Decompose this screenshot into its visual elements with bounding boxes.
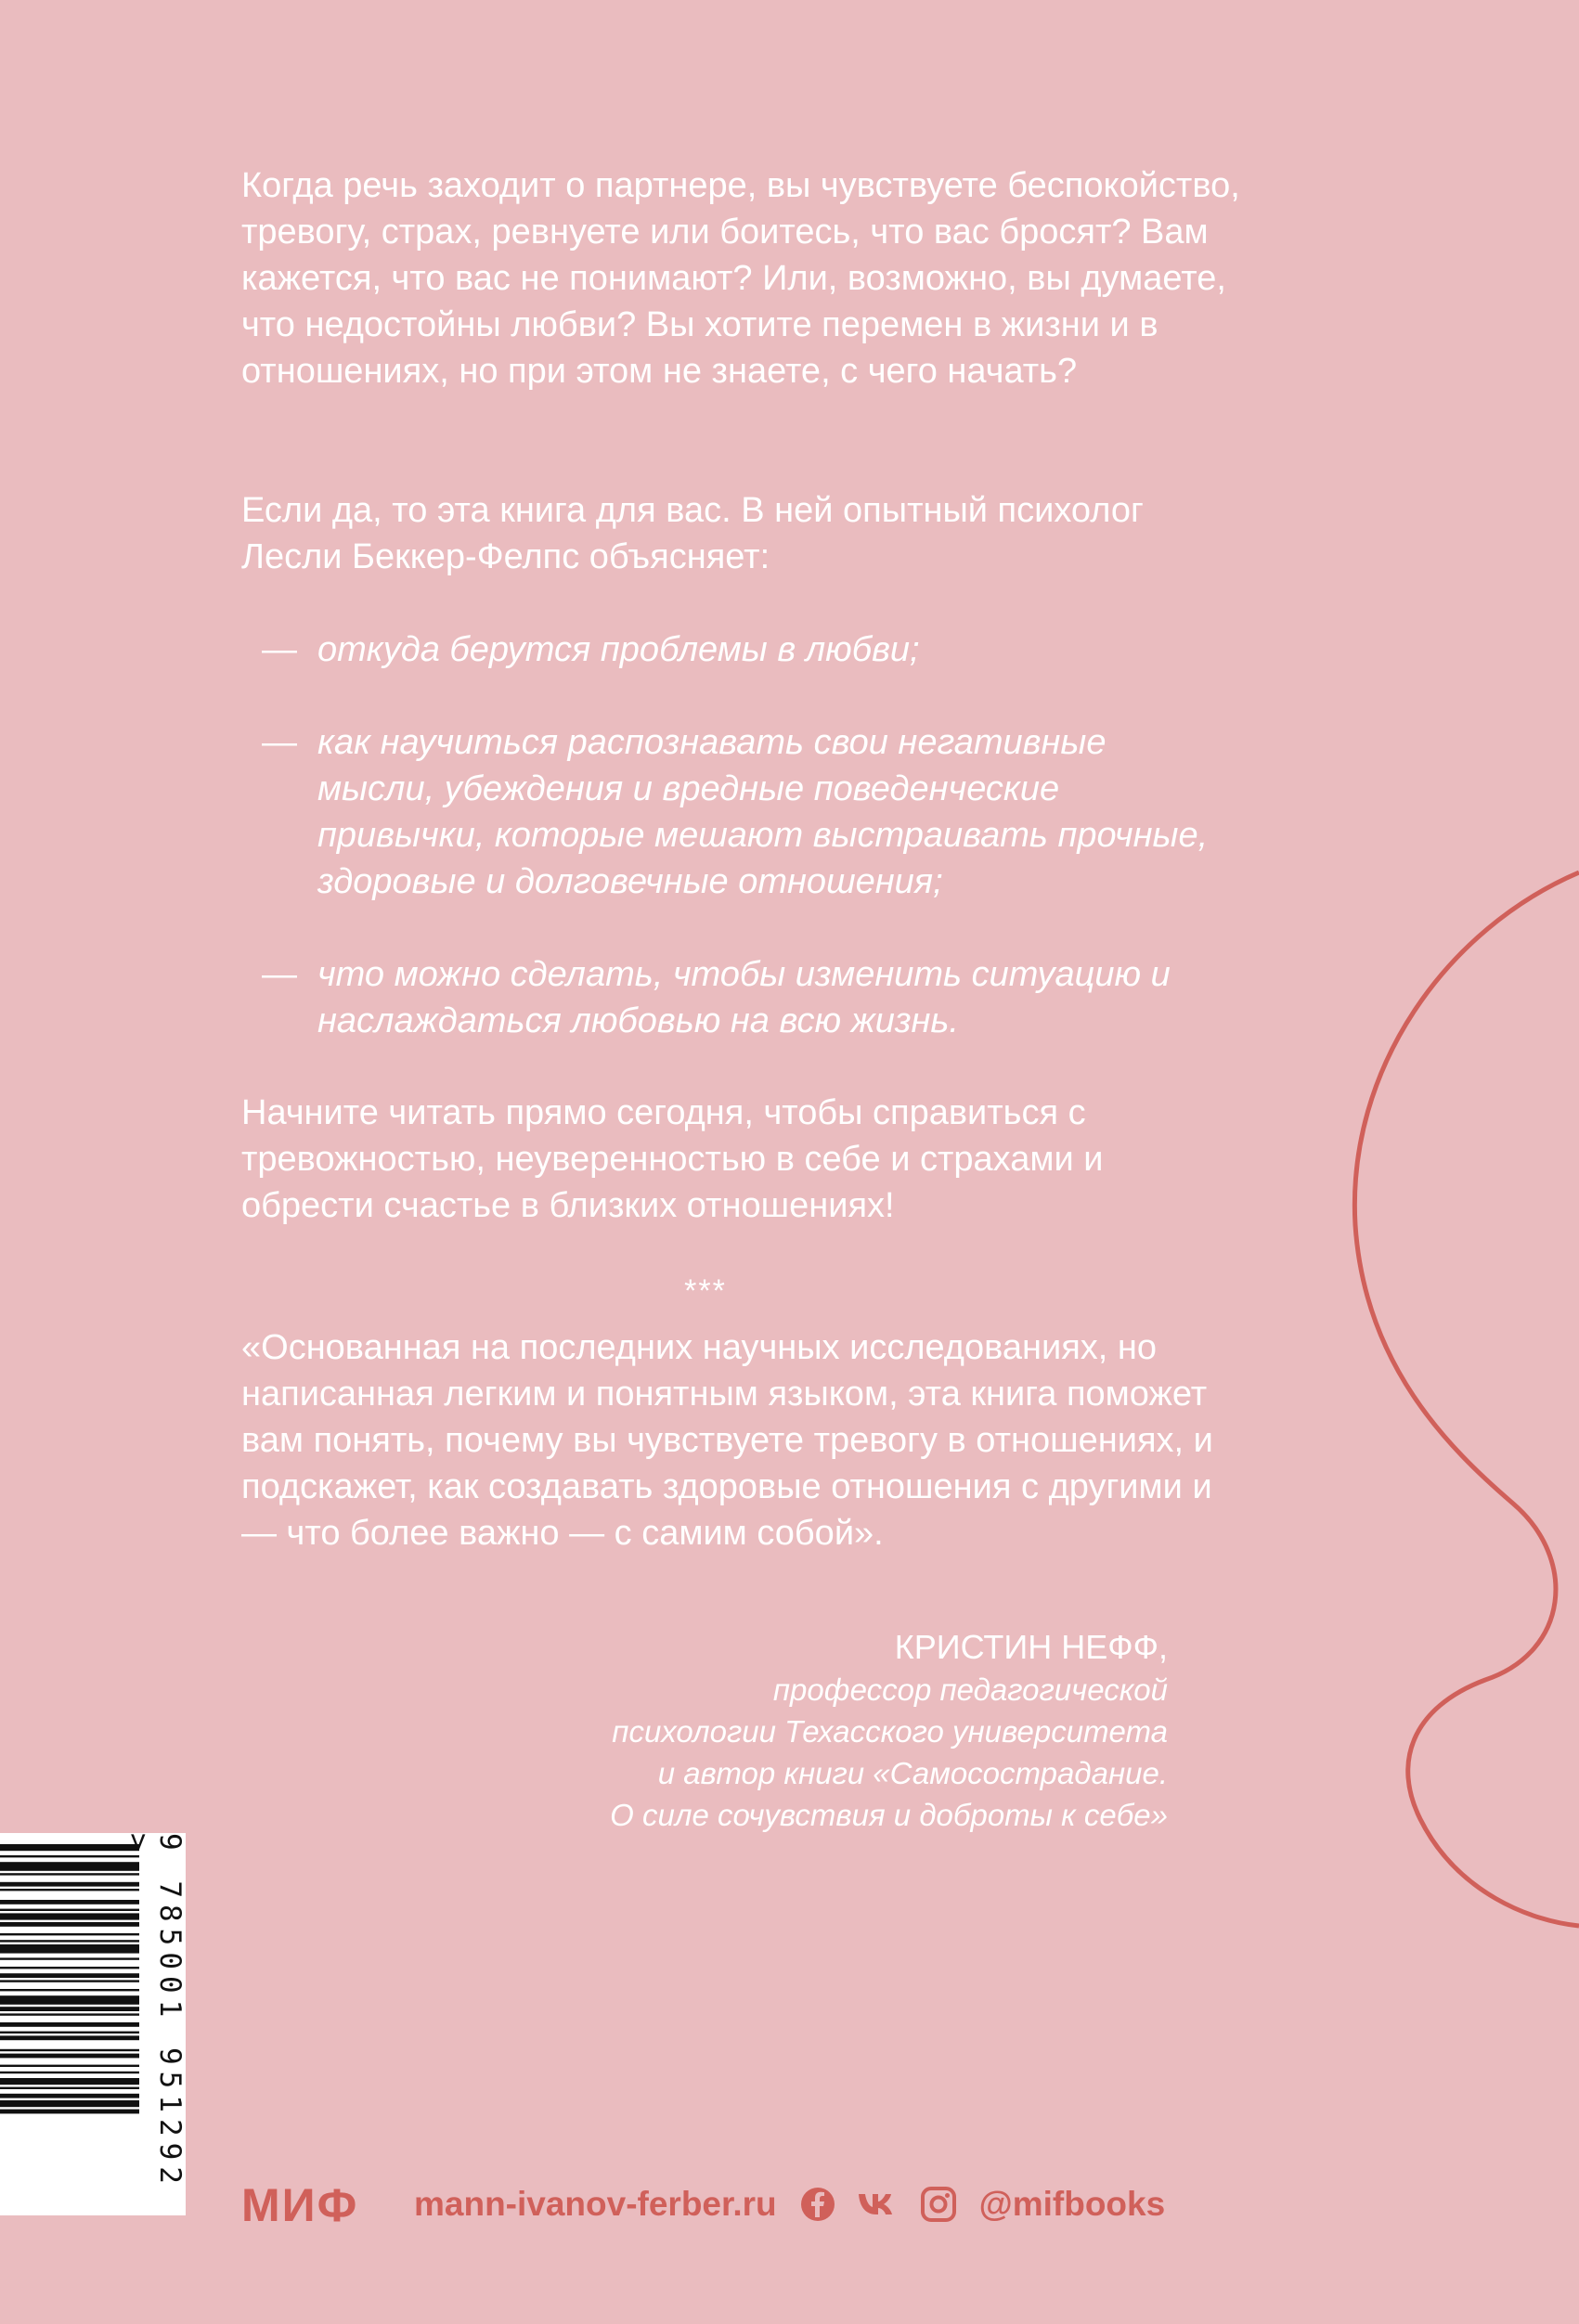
barcode-bar <box>0 2094 139 2098</box>
attribution-credit-line: и автор книги «Самосострадание. <box>657 1756 1168 1790</box>
barcode-bar <box>0 1989 139 1991</box>
barcode-bar <box>0 2035 139 2040</box>
barcode-bar <box>0 1995 139 2005</box>
barcode-bar <box>0 1944 139 1954</box>
barcode-bar <box>0 1882 139 1887</box>
barcode-bar <box>0 1855 139 1857</box>
barcode-bar <box>0 2078 139 2085</box>
barcode-bar <box>0 1940 139 1942</box>
barcode-bar <box>0 1889 139 1891</box>
barcode-bar <box>0 2007 139 2011</box>
list-item <box>241 626 1225 673</box>
barcode-digits: 9 785001 951292 > <box>122 1833 187 2190</box>
barcode-bar <box>0 2072 139 2073</box>
barcode-bar <box>0 1933 139 1935</box>
section-separator: *** <box>684 1273 727 1309</box>
attribution-credit-line: профессор педагогической <box>772 1672 1168 1707</box>
bullet-dash: — <box>262 630 297 669</box>
barcode-bar <box>0 1862 139 1871</box>
claim-text: Если да, то эта книга для вас. В ней опытный психолог Лесли Беккер-Фелпс объясняет: <box>241 491 1144 576</box>
bullet-list <box>241 626 1225 1091</box>
barcode-bar <box>0 2022 139 2027</box>
intro-text: Когда речь заходит о партнере, вы чувствуете беспокойство, тревогу, страх, ревнуете или боитесь, что вас бросят? Вам кажется, что вас не понимают? Или, возможно, вы думаете, что недостойны любви? Вы хотите перемен в жизни и в отношениях, но при этом не знаете, с чего начать? <box>241 166 1240 391</box>
website-link[interactable]: mann-ivanov-ferber.ru <box>414 2185 777 2223</box>
vk-icon[interactable] <box>857 2190 900 2218</box>
barcode-bar <box>0 1957 139 1959</box>
social-icons <box>799 2186 957 2223</box>
barcode-bar <box>0 2013 139 2015</box>
barcode-bar <box>0 1973 139 1978</box>
closing-paragraph <box>241 1090 1244 1229</box>
blurb-quote <box>241 1324 1244 1556</box>
barcode-bar <box>0 2032 139 2034</box>
bullet-dash: — <box>262 955 297 994</box>
list-item <box>241 719 1225 905</box>
quote-text: «Основанная на последних научных исследованиях, но написанная легким и понятным языком, эта книга поможет вам понять, почему вы чувствуете тревогу в отношениях, и подскажет, как создавать здоровые отношения с другими и — что более важно — с самим собой». <box>241 1328 1213 1553</box>
barcode-bar <box>0 1873 139 1875</box>
barcode-bar <box>0 2054 139 2059</box>
barcode-bar <box>0 1909 139 1911</box>
attribution-name: КРИСТИН НЕФФ, <box>894 1628 1168 1666</box>
publisher-footer <box>241 2172 1165 2237</box>
bullet-text: как научиться распознавать свои негативные мысли, убеждения и вредные поведенческие привычки, которые мешают выстраивать прочные, здоровые и долговечные отношения; <box>317 723 1209 901</box>
closing-text: Начните читать прямо сегодня, чтобы справиться с тревожностью, неуверенностью в себе и страхами и обрести счастье в близких отношениях! <box>241 1093 1104 1225</box>
curve-path <box>1354 872 1579 1926</box>
instagram-icon[interactable] <box>920 2186 957 2223</box>
quote-attribution <box>610 1626 1168 1836</box>
barcode-bar <box>0 1967 139 1969</box>
barcode-bar <box>0 2100 139 2107</box>
claim-paragraph <box>241 487 1244 580</box>
barcode-bar <box>0 1900 139 1904</box>
publisher-logo <box>241 2178 388 2230</box>
attribution-credit-line: О силе сочувствия и доброты к себе» <box>610 1798 1168 1832</box>
intro-paragraph <box>241 162 1244 394</box>
barcode-bar <box>0 2065 139 2067</box>
barcode-bar <box>0 2110 139 2114</box>
list-item <box>241 951 1225 1044</box>
facebook-icon[interactable] <box>799 2186 836 2223</box>
barcode-bar <box>0 2049 139 2051</box>
barcode-bar <box>0 1913 139 1919</box>
bullet-text: откуда берутся проблемы в любви; <box>317 630 920 669</box>
attribution-credit-line: психологии Техасского университета <box>612 1714 1168 1749</box>
bullet-text: что можно сделать, чтобы изменить ситуацию и наслаждаться любовью на всю жизнь. <box>317 955 1171 1040</box>
social-handle[interactable]: @mifbooks <box>978 2185 1166 2223</box>
barcode-bar <box>0 1844 139 1851</box>
barcode-bar <box>0 1922 139 1927</box>
bullet-dash: — <box>262 723 297 762</box>
publisher-logo-mark <box>241 2178 388 2230</box>
barcode-bar <box>0 1980 139 1982</box>
barcode-bar <box>0 2087 139 2089</box>
logo-text: МИФ <box>241 2179 359 2230</box>
